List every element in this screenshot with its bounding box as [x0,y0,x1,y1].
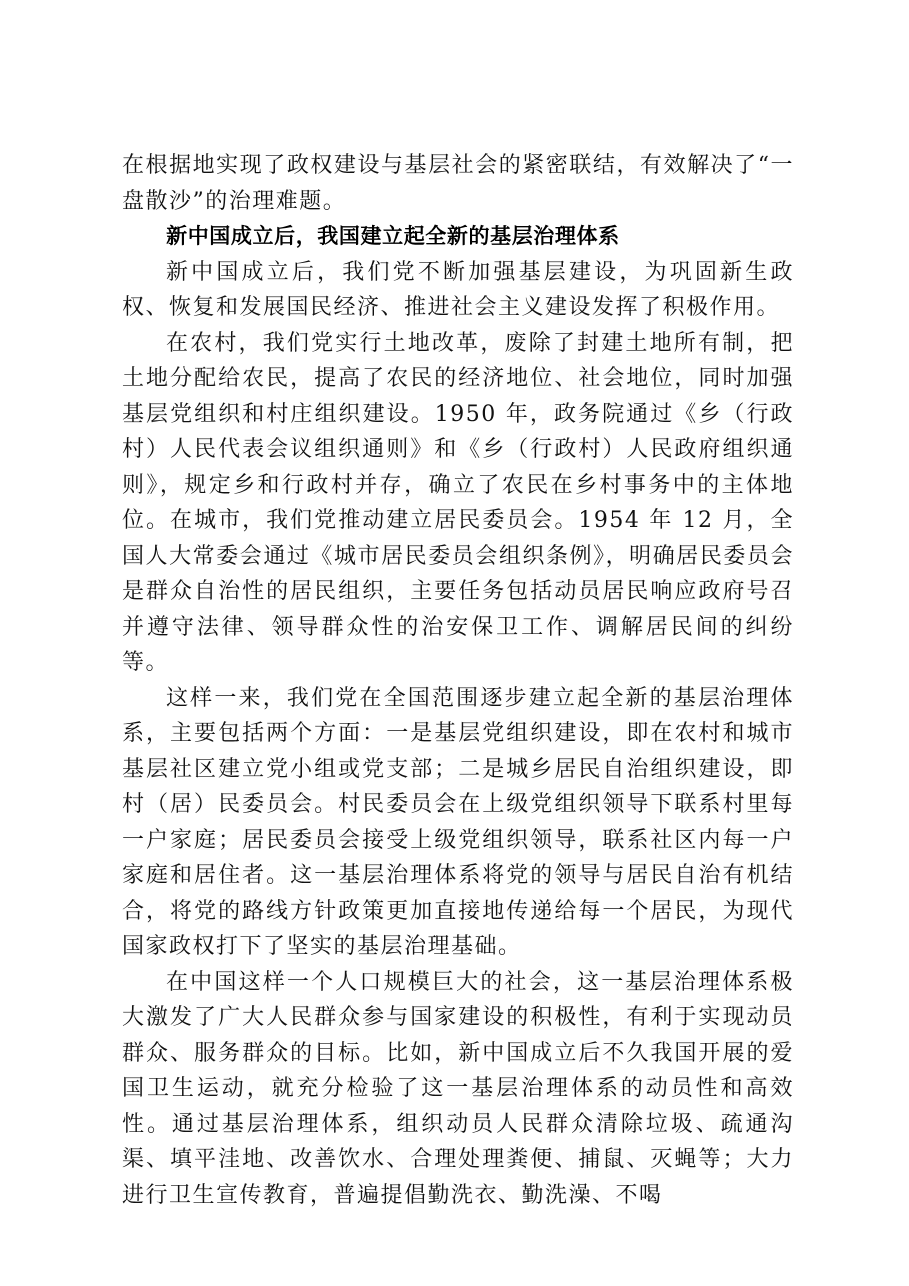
body-paragraph: 在农村，我们党实行土地改革，废除了封建土地所有制，把土地分配给农民，提高了农民的经济地位、社会地位，同时加强基层党组织和村庄组织建设。1950 年，政务院通过《乡（行政村）人民代表会议组织通则》和《乡（行政村）人民政府组织通则》，规定乡和行政村并存，确立了农民在乡村事务中的主体地位。在城市，我们党推动建立居民委员会。1954 年 12 月，全国人大常委会通过《城市居民委员会组织条例》，明确居民委员会是群众自治性的居民组织，主要任务包括动员居民响应政府号召并遵守法律、领导群众性的治安保卫工作、调解居民间的纠纷等。 [122,330,794,675]
continuation-paragraph: 在根据地实现了政权建设与基层社会的紧密联结，有效解决了“一盘散沙”的治理难题。 [122,153,794,214]
body-paragraph: 新中国成立后，我们党不断加强基层建设，为巩固新生政权、恢复和发展国民经济、推进社会主义建设发挥了积极作用。 [122,259,794,320]
section-heading: 新中国成立后，我国建立起全新的基层治理体系 [166,224,620,248]
document-body [122,148,794,1213]
body-paragraph: 在中国这样一个人口规模巨大的社会，这一基层治理体系极大激发了广大人民群众参与国家建设的积极性，有利于实现动员群众、服务群众的目标。比如，新中国成立后不久我国开展的爱国卫生运动，就充分检验了这一基层治理体系的动员性和高效性。通过基层治理体系，组织动员人民群众清除垃圾、疏通沟渠、填平洼地、改善饮水、合理处理粪便、捕鼠、灭蝇等；大力进行卫生宣传教育，普遍提倡勤洗衣、勤洗澡、不喝 [122,969,794,1208]
body-paragraph: 这样一来，我们党在全国范围逐步建立起全新的基层治理体系，主要包括两个方面：一是基层党组织建设，即在农村和城市基层社区建立党小组或党支部；二是城乡居民自治组织建设，即村（居）民委员会。村民委员会在上级党组织领导下联系村里每一户家庭；居民委员会接受上级党组织领导，联系社区内每一户家庭和居住者。这一基层治理体系将党的领导与居民自治有机结合，将党的路线方针政策更加直接地传递给每一个居民，为现代国家政权打下了坚实的基层治理基础。 [122,685,794,959]
